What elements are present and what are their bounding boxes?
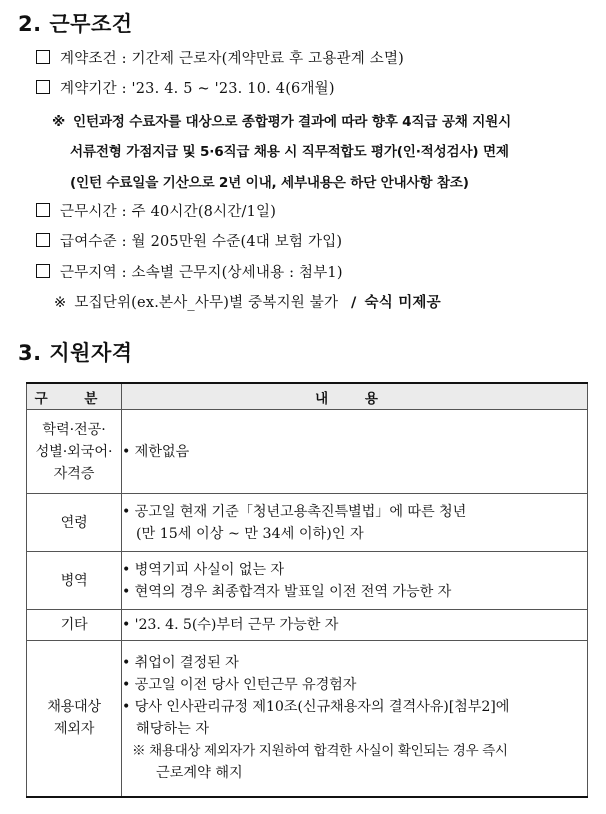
row-category: 기타 xyxy=(27,610,122,641)
table-row xyxy=(27,641,588,797)
condition-contract-type: 계약조건 : 기간제 근로자(계약만료 후 고용관계 소멸) xyxy=(36,47,404,68)
condition-working-hours: 근무시간 : 주 40시간(8시간/1일) xyxy=(36,200,276,221)
checkbox-square-icon xyxy=(36,80,50,94)
row-content: • 병역기피 사실이 없는 자 • 현역의 경우 최종합격자 발표일 이전 전역 가능한 자 xyxy=(122,552,588,610)
row-category: 연령 xyxy=(27,494,122,552)
no-accommodation-text: 숙식 미제공 xyxy=(364,295,441,311)
intern-benefit-note-line-3: (인턴 수료일을 기산으로 2년 이내, 세부내용은 하단 안내사항 참조) xyxy=(70,175,469,191)
condition-salary: 급여수준 : 월 205만원 수준(4대 보험 가입) xyxy=(36,230,342,251)
table-row xyxy=(27,494,588,552)
row-category: 채용대상 제외자 xyxy=(27,641,122,797)
row-content: • 제한없음 xyxy=(122,410,588,494)
reference-mark-icon: ※ xyxy=(52,114,66,130)
header-category: 구 분 xyxy=(27,383,122,410)
row-content: • 취업이 결정된 자 • 공고일 이전 당사 인턴근무 유경험자 • 당사 인사관리규정 제10조(신규채용자의 결격사유)[첨부2]에 해당하는 자 ※ 채용대상 제외자가 지원하여 합격한 사실이 확인되는 경우 즉시 근로계약 해지 xyxy=(122,641,588,797)
table-row xyxy=(27,552,588,610)
row-content: • 공고일 현재 기준「청년고용촉진특별법」에 따른 청년 (만 15세 이상 ~ 만 34세 이하)인 자 xyxy=(122,494,588,552)
intern-benefit-note-line-1: ※ 인턴과정 수료자를 대상으로 종합평가 결과에 따라 향후 4직급 공채 지원시 xyxy=(52,114,512,130)
duplicate-application-note: ※ 모집단위(ex.본사_사무)별 중복지원 불가 / 숙식 미제공 xyxy=(54,295,441,311)
table-row xyxy=(27,410,588,494)
header-content: 내 용 xyxy=(122,383,588,410)
intern-benefit-note-line-2: 서류전형 가점지급 및 5·6직급 채용 시 직무적합도 평가(인·적성검사) 면제 xyxy=(70,144,509,160)
condition-contract-period: 계약기간 : '23. 4. 5 ~ '23. 10. 4(6개월) xyxy=(36,77,335,98)
row-category: 학력·전공· 성별·외국어· 자격증 xyxy=(27,410,122,494)
reference-mark-icon: ※ xyxy=(54,295,67,311)
checkbox-square-icon xyxy=(36,50,50,64)
table-row xyxy=(27,610,588,641)
row-category: 병역 xyxy=(27,552,122,610)
section-3-title: 3. 지원자격 xyxy=(18,341,133,365)
eligibility-table xyxy=(26,382,588,798)
row-content: • '23. 4. 5(수)부터 근무 가능한 자 xyxy=(122,610,588,641)
condition-work-location: 근무지역 : 소속별 근무지(상세내용 : 첨부1) xyxy=(36,261,343,282)
table-header-row xyxy=(27,383,588,410)
checkbox-square-icon xyxy=(36,233,50,247)
exclusion-note: ※ 채용대상 제외자가 지원하여 합격한 사실이 확인되는 경우 즉시 xyxy=(132,743,508,760)
checkbox-square-icon xyxy=(36,203,50,217)
checkbox-square-icon xyxy=(36,264,50,278)
section-2-title: 2. 근무조건 xyxy=(18,12,133,36)
